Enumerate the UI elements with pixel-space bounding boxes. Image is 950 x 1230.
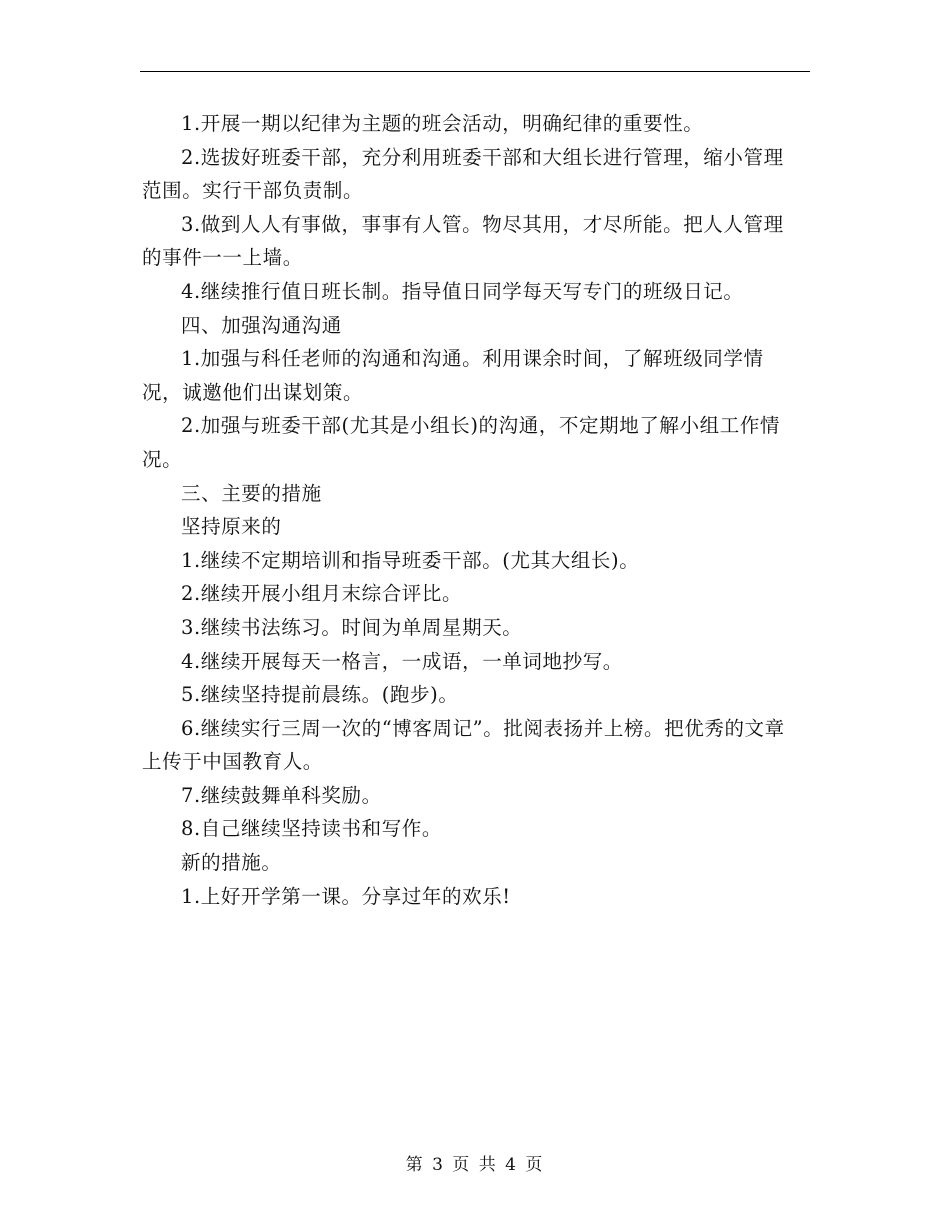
paragraph: 2.选拔好班委干部，充分利用班委干部和大组长进行管理，缩小管理范围。实行干部负责制。 [142,145,784,203]
header-rule [140,71,810,72]
paragraph: 3.继续书法练习。时间为单周星期天。 [181,615,523,639]
paragraph: 4.继续开展每天一格言，一成语，一单词地抄写。 [181,649,623,673]
paragraph: 1.加强与科任老师的沟通和沟通。利用课余时间，了解班级同学情况，诚邀他们出谋划策。 [142,347,764,404]
subheading: 坚持原来的 [181,515,282,539]
paragraph: 5.继续坚持提前晨练。(跑步)。 [181,683,459,707]
paragraph: 1.开展一期以纪律为主题的班会活动，明确纪律的重要性。 [181,112,704,135]
paragraph: 4.继续推行值日班长制。指导值日同学每天写专门的班级日记。 [181,279,744,303]
paragraph: 6.继续实行三周一次的“博客周记”。批阅表扬并上榜。把优秀的文章上传于中国教育人。 [142,716,785,774]
paragraph: 2.继续开展小组月末综合评比。 [181,582,463,606]
paragraph: 8.自己继续坚持读书和写作。 [181,817,443,841]
paragraph: 1.上好开学第一课。分享过年的欢乐! [181,884,511,908]
paragraph: 3.做到人人有事做，事事有人管。物尽其用，才尽所能。把人人管理的事件一一上墙。 [142,212,784,270]
section-heading: 三、主要的措施 [181,481,322,505]
paragraph: 1.继续不定期培训和指导班委干部。(尤其大组长)。 [181,548,640,572]
paragraph: 2.加强与班委干部(尤其是小组长)的沟通，不定期地了解小组工作情况。 [142,414,781,471]
subheading: 新的措施。 [181,851,282,875]
paragraph: 7.继续鼓舞单科奖励。 [181,783,382,807]
page-number-footer: 第 3 页 共 4 页 [405,1155,545,1175]
section-heading: 四、加强沟通沟通 [181,313,342,337]
document-body [142,107,798,913]
